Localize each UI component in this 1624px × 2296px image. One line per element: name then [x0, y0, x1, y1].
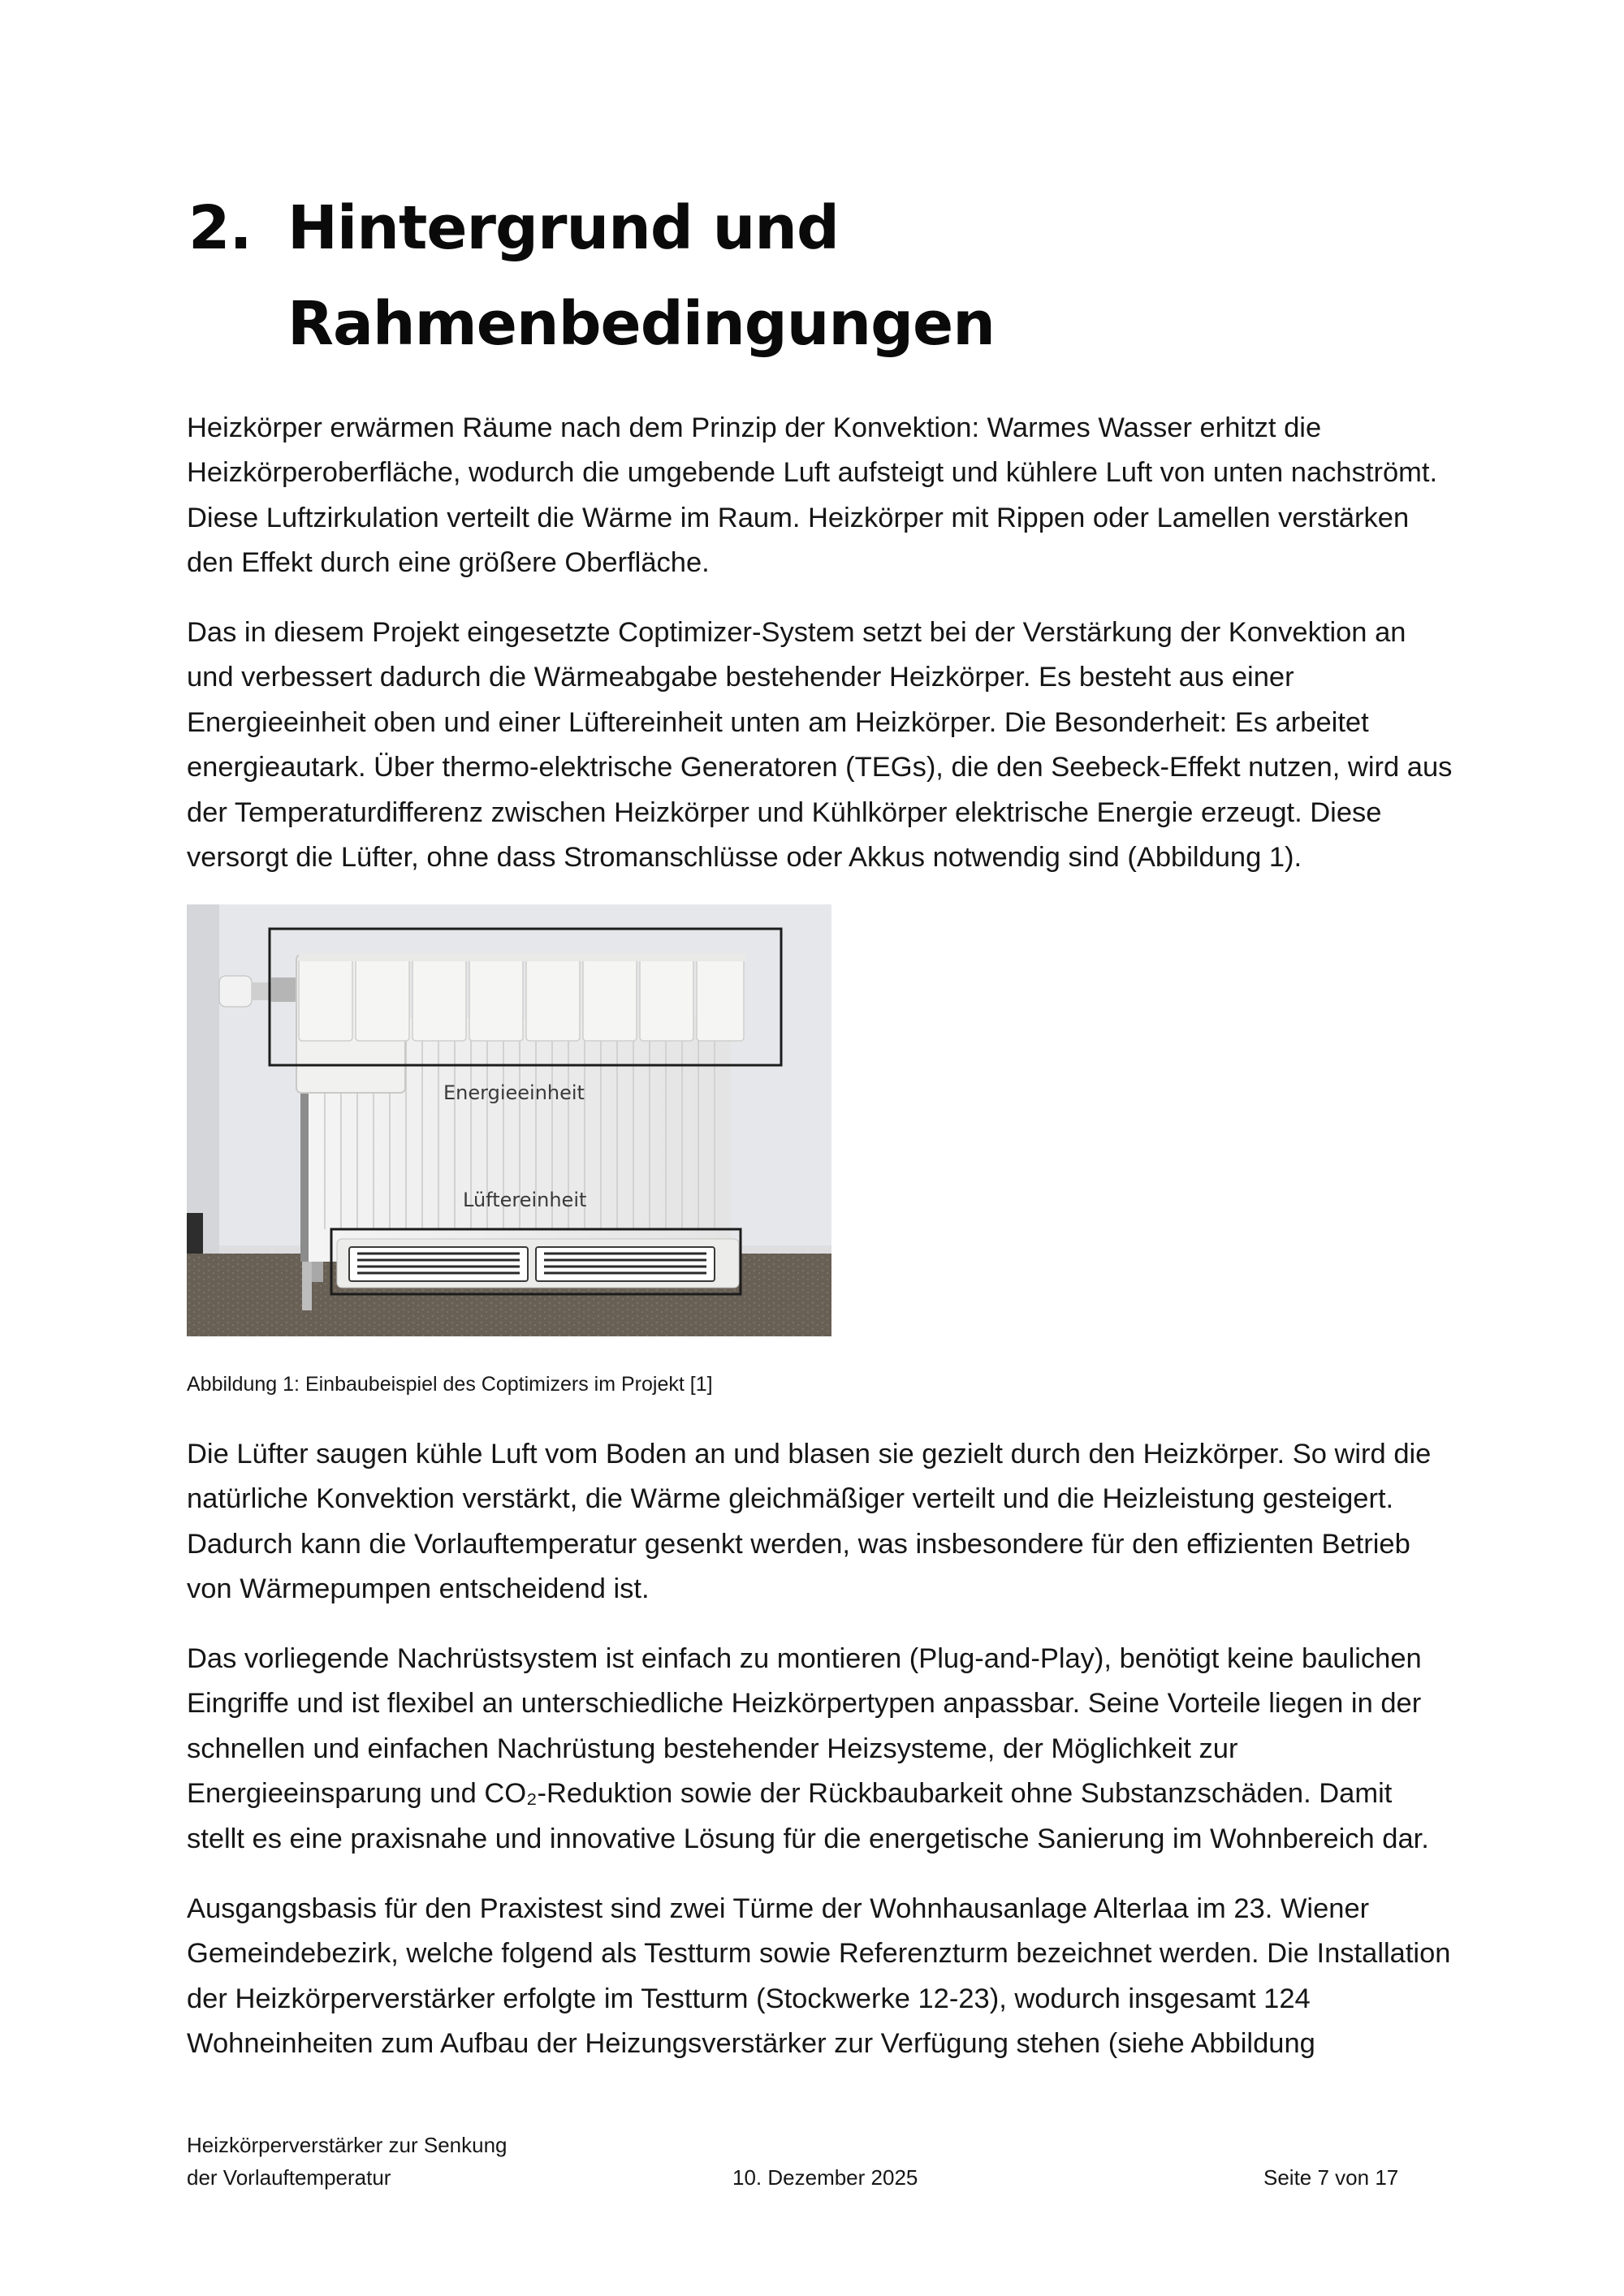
paragraph-retrofit: Das vorliegende Nachrüstsystem ist einfach zu montieren (Plug-and-Play), benötigt keine baulichen Eingriffe und ist flexibel an unterschiedliche Heizkörpertypen anpassbar. Seine Vorteile liegen in der schnellen und einfachen Nachrüstung bestehender Heizsysteme, der Möglichkeit zur Energieeinsparung und CO₂-Reduktion sowie der Rückbaubarkeit ohne Substanzschäden. Damit stellt es eine praxisnahe und innovative Lösung für die energetische Sanierung im Wohnbereich dar. [187, 1643, 1429, 1854]
figure-coptimizer-installation [187, 904, 831, 1336]
label-energy-unit: Energieeinheit [443, 1081, 585, 1104]
footer-title-line-1: Heizkörperverstärker zur Senkung [187, 2133, 508, 2157]
paragraph-fans: Die Lüfter saugen kühle Luft vom Boden an und blasen sie gezielt durch den Heizkörper. So wird die natürliche Konvektion verstärkt, die Wärme gleichmäßiger verteilt und die Heizleistung gesteigert. Dadurch kann die Vorlauftemperatur gesenkt werden, was insbesondere für den effizienten Betrieb von Wärmepumpen entscheidend ist. [187, 1439, 1432, 1605]
footer-document-title [187, 2129, 508, 2194]
radiator-photo-illustration [187, 904, 831, 1336]
label-fan-unit: Lüftereinheit [463, 1189, 587, 1211]
section-number: 2. [188, 193, 252, 263]
paragraph-coptimizer: Das in diesem Projekt eingesetzte Coptimizer-System setzt bei der Verstärkung der Konvektion an und verbessert dadurch die Wärmeabgabe bestehender Heizkörper. Es besteht aus einer Energieeinheit oben und einer Lüftereinheit unten am Heizkörper. Die Besonderheit: Es arbeitet energieautark. Über thermo-elektrische Generatoren (TEGs), die den Seebeck-Effekt nutzen, wird aus der Temperaturdifferenz zwischen Heizkörper und Kühlkörper elektrische Energie erzeugt. Diese versorgt die Lüfter, ohne dass Stromanschlüsse oder Akkus notwendig sind (Abbildung 1). [187, 617, 1453, 874]
footer-page-number: Seite 7 von 17 [1263, 2165, 1399, 2190]
paragraph-convection: Heizkörper erwärmen Räume nach dem Prinzip der Konvektion: Warmes Wasser erhitzt die Heizkörperoberfläche, wodurch die umgebende Luft aufsteigt und kühlere Luft von unten nachströmt. Diese Luftzirkulation verteilt die Wärme im Raum. Heizkörper mit Rippen oder Lamellen verstärken den Effekt durch eine größere Oberfläche. [187, 412, 1438, 579]
section-title-line-1: Hintergrund und [287, 193, 839, 263]
paragraph-test-site: Ausgangsbasis für den Praxistest sind zwei Türme der Wohnhausanlage Alterlaa im 23. Wiener Gemeindebezirk, welche folgend als Testturm sowie Referenzturm bezeichnet werden. Die Installation der Heizkörperverstärker erfolgte im Testturm (Stockwerke 12-23), wodurch insgesamt 124 Wohneinheiten zum Aufbau der Heizungsverstärker zur Verfügung stehen (siehe Abbildung [187, 1893, 1451, 2060]
section-title-line-2: Rahmenbedingungen [287, 289, 995, 359]
figure-caption: Abbildung 1: Einbaubeispiel des Coptimizers im Projekt [1] [187, 1373, 713, 1396]
footer-date: 10. Dezember 2025 [732, 2165, 918, 2190]
footer-title-line-2: der Vorlauftemperatur [187, 2165, 391, 2190]
